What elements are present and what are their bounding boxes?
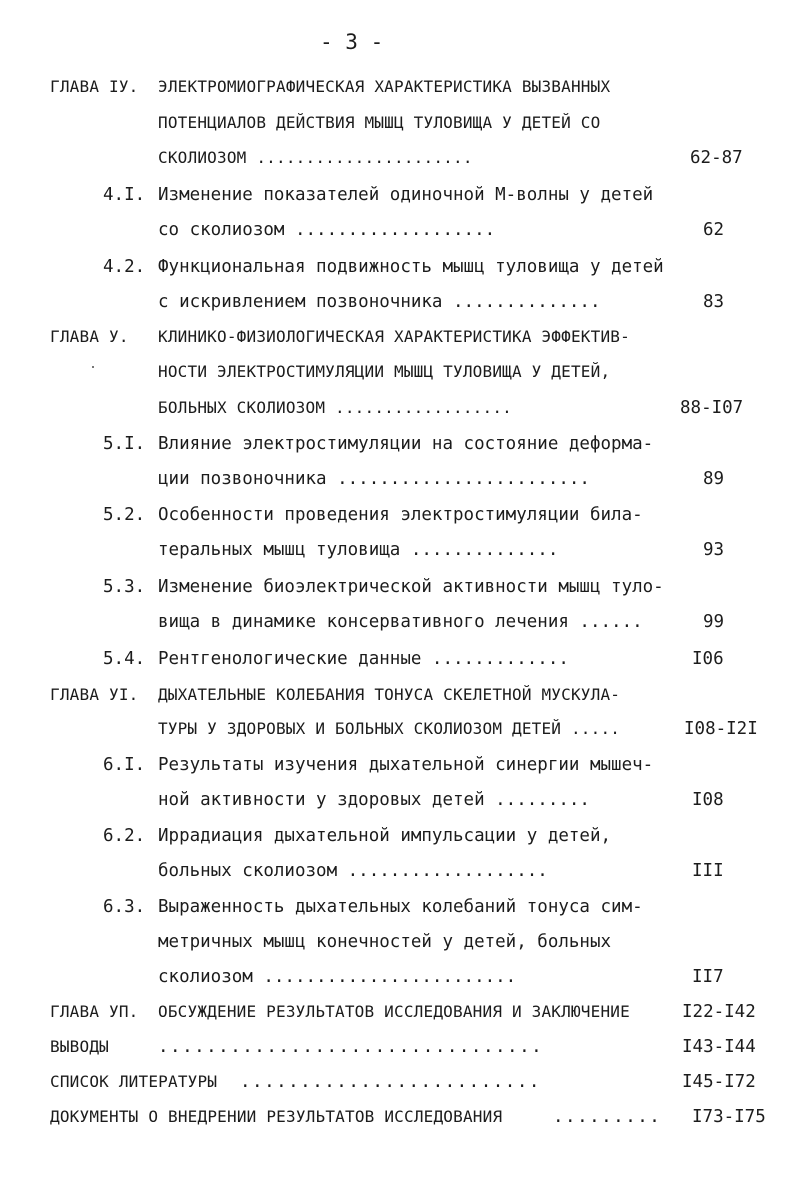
section-5-2-page: 93 — [703, 540, 725, 560]
section-5-1-number: 5.I. — [103, 434, 146, 454]
conclusions-pages: I43-I44 — [682, 1037, 756, 1057]
section-5-2-line-1: Особенности проведения электростимуляции била- — [158, 505, 643, 525]
section-6-3-number: 6.3. — [103, 897, 146, 917]
section-6-2-line-1: Иррадиация дыхательной импульсации у детей, — [158, 826, 612, 846]
section-5-4-line-1: Рентгенологические данные ............. — [158, 649, 569, 669]
section-6-2-page: III — [692, 861, 724, 881]
chapter-6-title-line-1: ДЫХАТЕЛЬНЫЕ КОЛЕБАНИЯ ТОНУСА СКЕЛЕТНОЙ МУСКУЛА- — [158, 685, 621, 704]
section-6-3-page: II7 — [692, 967, 724, 987]
chapter-4-label: ГЛАВА IУ. — [50, 77, 139, 96]
section-5-3-number: 5.3. — [103, 577, 146, 597]
chapter-7-title: ОБСУЖДЕНИЕ РЕЗУЛЬТАТОВ ИССЛЕДОВАНИЯ И ЗАКЛЮЧЕНИЕ — [158, 1002, 630, 1021]
section-5-3-line-2: вища в динамике консервативного лечения ...... — [158, 612, 643, 632]
section-4-1-page: 62 — [703, 220, 725, 240]
chapter-5-title-line-3: БОЛЬНЫХ СКОЛИОЗОМ .................. — [158, 398, 512, 417]
chapter-5-label: ГЛАВА У. — [50, 327, 129, 346]
chapter-6-label: ГЛАВА УI. — [50, 685, 139, 704]
section-5-2-number: 5.2. — [103, 505, 146, 525]
chapter-5-pages: 88-I07 — [680, 398, 744, 418]
chapter-6-pages: I08-I2I — [684, 719, 758, 739]
references-dots: ......................... — [240, 1072, 541, 1092]
references-label: СПИСОК ЛИТЕРАТУРЫ — [50, 1072, 218, 1091]
section-5-1-page: 89 — [703, 469, 725, 489]
section-5-3-page: 99 — [703, 612, 725, 632]
chapter-6-title-line-2: ТУРЫ У ЗДОРОВЫХ И БОЛЬНЫХ СКОЛИОЗОМ ДЕТЕЙ ..... — [158, 719, 621, 738]
section-6-3-line-1: Выраженность дыхательных колебаний тонуса сим- — [158, 897, 643, 917]
chapter-7-label: ГЛАВА УП. — [50, 1002, 139, 1021]
section-5-2-line-2: теральных мышц туловища .............. — [158, 540, 559, 560]
documents-dots: ......... — [553, 1107, 662, 1127]
section-5-1-line-2: ции позвоночника ........................ — [158, 469, 590, 489]
section-5-4-page: I06 — [692, 649, 724, 669]
chapter-5-title-line-1: КЛИНИКО-ФИЗИОЛОГИЧЕСКАЯ ХАРАКТЕРИСТИКА ЭФФЕКТИВ- — [158, 327, 630, 346]
chapter-4-pages: 62-87 — [690, 148, 743, 168]
section-6-2-number: 6.2. — [103, 826, 146, 846]
chapter-4-title-line-2: ПОТЕНЦИАЛОВ ДЕЙСТВИЯ МЫШЦ ТУЛОВИЩА У ДЕТЕЙ СО — [158, 113, 601, 132]
section-5-3-line-1: Изменение биоэлектрической активности мышц туло- — [158, 577, 664, 597]
conclusions-dots: ................................ — [158, 1037, 544, 1057]
section-4-1-line-1: Изменение показателей одиночной М-волны у детей — [158, 185, 654, 205]
stray-mark — [92, 366, 94, 368]
section-6-1-line-1: Результаты изучения дыхательной синергии мышеч- — [158, 755, 654, 775]
page-number: - 3 - — [320, 30, 384, 54]
section-6-2-line-2: больных сколиозом ................... — [158, 861, 548, 881]
chapter-4-title-line-3: СКОЛИОЗОМ ...................... — [158, 148, 473, 167]
documents-pages: I73-I75 — [692, 1107, 766, 1127]
documents-label: ДОКУМЕНТЫ О ВНЕДРЕНИИ РЕЗУЛЬТАТОВ ИССЛЕДОВАНИЯ — [50, 1107, 503, 1126]
chapter-7-pages: I22-I42 — [682, 1002, 756, 1022]
section-4-2-line-2: с искривлением позвоночника .............. — [158, 292, 601, 312]
section-4-1-line-2: со сколиозом ................... — [158, 220, 496, 240]
section-4-1-number: 4.I. — [103, 185, 146, 205]
section-6-3-line-3: сколиозом ........................ — [158, 967, 517, 987]
section-6-1-page: I08 — [692, 790, 724, 810]
chapter-5-title-line-2: НОСТИ ЭЛЕКТРОСТИМУЛЯЦИИ МЫШЦ ТУЛОВИЩА У ДЕТЕЙ, — [158, 362, 611, 381]
section-4-2-page: 83 — [703, 292, 725, 312]
section-6-3-line-2: метричных мышц конечностей у детей, больных — [158, 932, 612, 952]
section-6-1-number: 6.I. — [103, 755, 146, 775]
references-pages: I45-I72 — [682, 1072, 756, 1092]
section-5-1-line-1: Влияние электростимуляции на состояние деформа- — [158, 434, 654, 454]
section-4-2-number: 4.2. — [103, 257, 146, 277]
section-4-2-line-1: Функциональная подвижность мышц туловища у детей — [158, 257, 664, 277]
chapter-4-title-line-1: ЭЛЕКТРОМИОГРАФИЧЕСКАЯ ХАРАКТЕРИСТИКА ВЫЗВАННЫХ — [158, 77, 611, 96]
conclusions-label: ВЫВОДЫ — [50, 1037, 109, 1056]
section-6-1-line-2: ной активности у здоровых детей ......... — [158, 790, 590, 810]
section-5-4-number: 5.4. — [103, 649, 146, 669]
